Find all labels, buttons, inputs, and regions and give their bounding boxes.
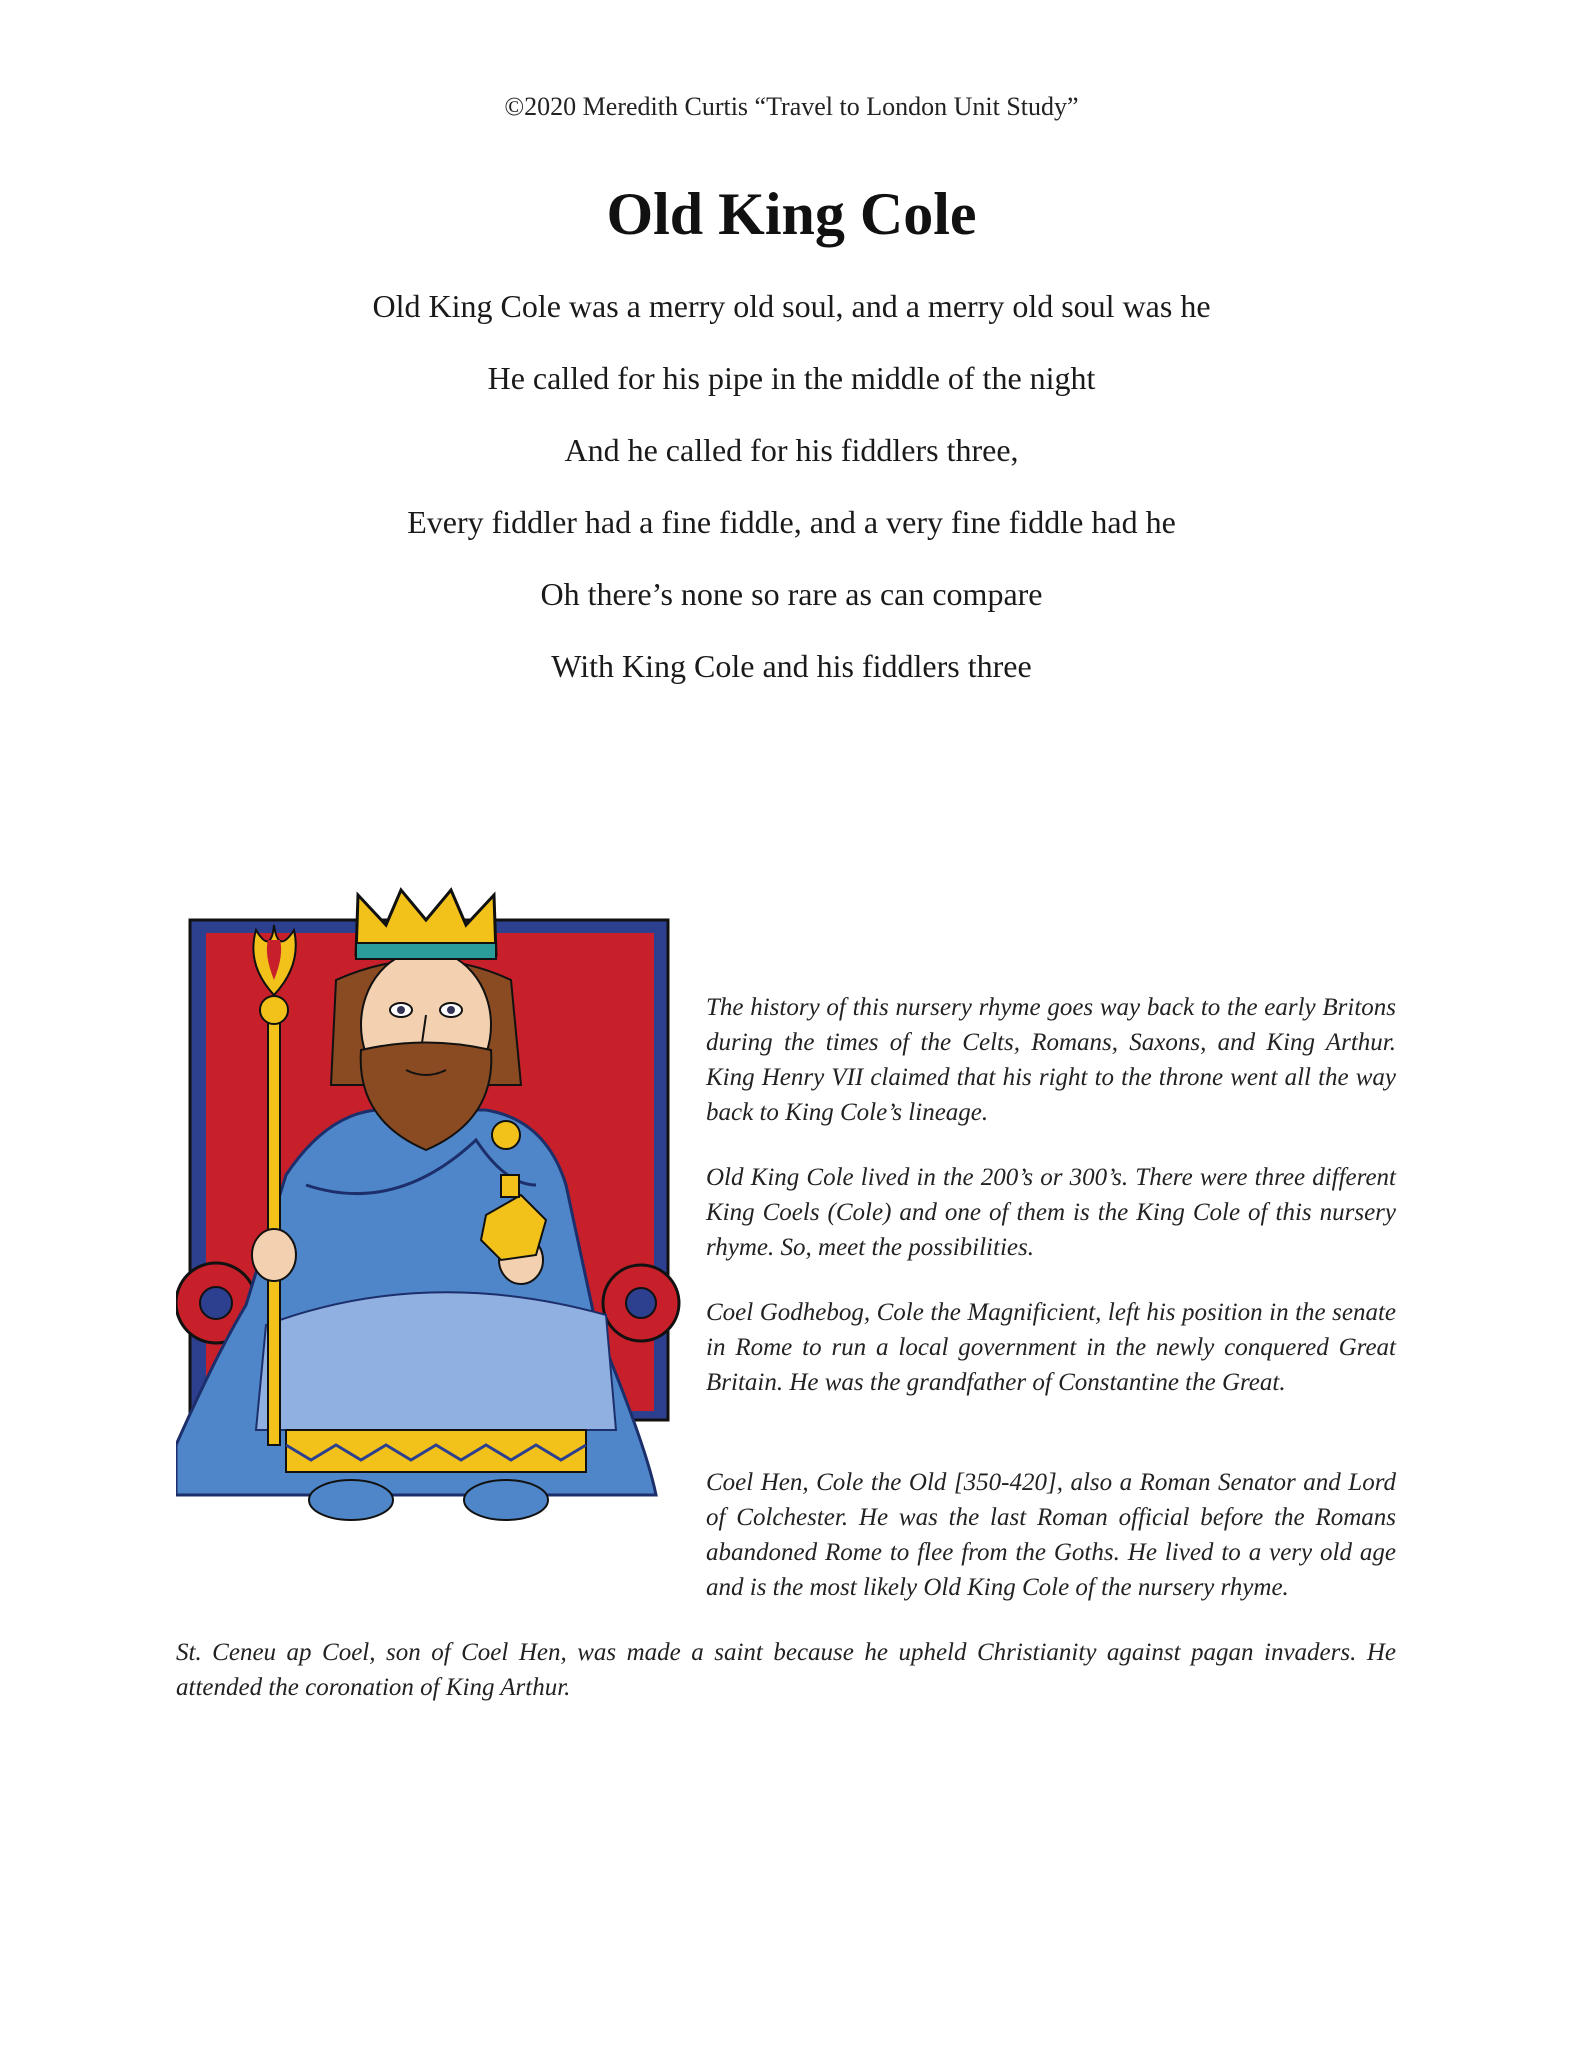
history-text (176, 990, 1396, 1735)
history-paragraph: The history of this nursery rhyme goes way back to the early Britons during the times of the Celts, Romans, Saxons, and King Arthur. King Henry VII claimed that his right to the throne went all the way back to King Cole’s lineage. (706, 994, 1396, 1126)
illustration-spacer (176, 990, 706, 1610)
history-paragraph: St. Ceneu ap Coel, son of Coel Hen, was made a saint because he upheld Christianity against pagan invaders. He attended the coronation of King Arthur. (176, 1639, 1396, 1701)
copyright-line: ©2020 Meredith Curtis “Travel to London Unit Study” (504, 92, 1079, 121)
poem-line: Oh there’s none so rare as can compare (540, 576, 1043, 612)
history-paragraph: Old King Cole lived in the 200’s or 300’s. There were three different King Coels (Cole) and one of them is the King Cole of this nursery rhyme. So, meet the possibilities. (706, 1164, 1396, 1261)
history-paragraph: Coel Godhebog, Cole the Magnificient, left his position in the senate in Rome to run a local government in the newly conquered Great Britain. He was the grandfather of Constantine the Great. (706, 1299, 1396, 1396)
history-paragraph: Coel Hen, Cole the Old [350-420], also a Roman Senator and Lord of Colchester. He was the last Roman official before the Romans abandoned Rome to flee from the Goths. He lived to a very old age and is the most likely Old King Cole of the nursery rhyme. (706, 1469, 1396, 1601)
poem-line: And he called for his fiddlers three, (564, 432, 1019, 468)
poem (0, 282, 1583, 714)
page-title: Old King Cole (606, 181, 977, 247)
poem-line: Old King Cole was a merry old soul, and a merry old soul was he (372, 288, 1211, 324)
poem-line: With King Cole and his fiddlers three (551, 648, 1032, 684)
poem-line: Every fiddler had a fine fiddle, and a very fine fiddle had he (407, 504, 1176, 540)
poem-line: He called for his pipe in the middle of the night (487, 360, 1096, 396)
